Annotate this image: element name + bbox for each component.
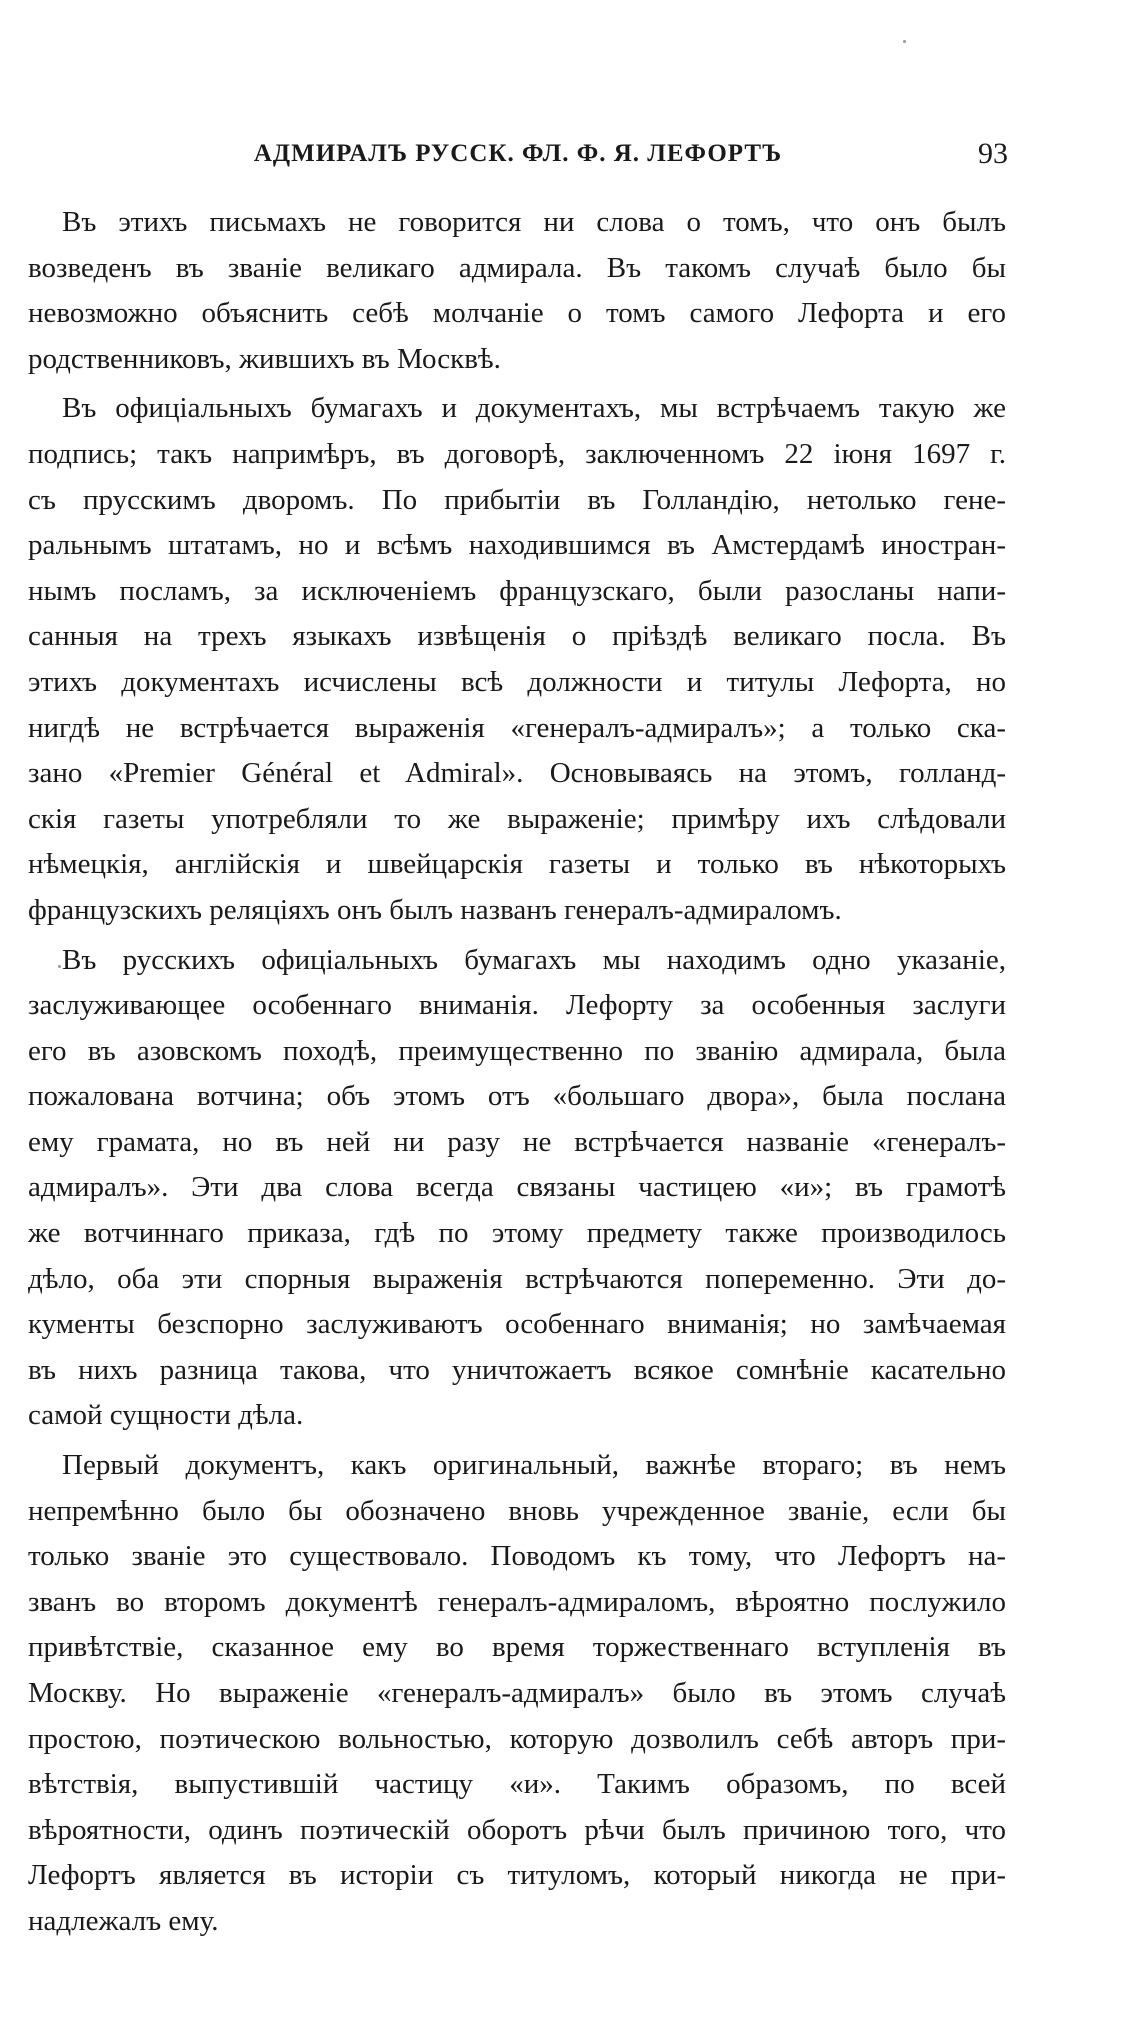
text-line: непремѣнно было бы обозначено вновь учрежденное званіе, если бы: [28, 1494, 1006, 1527]
paragraph-2: [28, 386, 1006, 933]
text-line: званъ во второмъ документѣ генералъ-адмираломъ, вѣроятно послужило: [28, 1585, 1006, 1618]
body-text: [28, 200, 1006, 1949]
text-line: самой сущности дѣла.: [28, 1399, 304, 1432]
text-line: только званіе это существовало. Поводомъ къ тому, что Лефортъ на-: [28, 1540, 1006, 1573]
text-line: пожалована вотчина; объ этомъ отъ «большаго двора», была послана: [28, 1080, 1006, 1113]
running-title: АДМИРАЛЪ РУССК. ФЛ. Ф. Я. ЛЕФОРТЪ: [253, 140, 783, 167]
text-line: санныя на трехъ языкахъ извѣщенія о пріѣздѣ великаго посла. Въ: [28, 620, 1006, 653]
text-line: Въ этихъ письмахъ не говорится ни слова о томъ, что онъ былъ: [62, 206, 1006, 238]
text-line: французскихъ реляціяхъ онъ былъ названъ генералъ-адмираломъ.: [28, 893, 842, 926]
text-line: ему грамата, но въ ней ни разу не встрѣчается названіе «генералъ-: [28, 1125, 1006, 1158]
text-line: надлежалъ ему.: [28, 1904, 219, 1937]
text-line: кументы безспорно заслуживаютъ особеннаго вниманія; но замѣчаемая: [28, 1308, 1006, 1341]
text-line: Въ русскихъ офиціальныхъ бумагахъ мы находимъ одно указаніе,: [62, 943, 1006, 976]
text-line: Москву. Но выраженіе «генералъ-адмиралъ» было въ этомъ случаѣ: [28, 1677, 1006, 1709]
text-line: родственниковъ, жившихъ въ Москвѣ.: [28, 342, 501, 375]
text-line: Въ офиціальныхъ бумагахъ и документахъ, мы встрѣчаемъ такую же: [62, 392, 1006, 425]
running-head: [28, 134, 1008, 174]
paragraph-1: [28, 200, 1006, 382]
text-line: его въ азовскомъ походѣ, преимущественно по званію адмирала, была: [28, 1034, 1006, 1067]
text-line: вѣроятности, одинъ поэтическій оборотъ рѣчи былъ причиною того, что: [28, 1813, 1006, 1846]
text-line: зано «Premier Général et Admiral». Основываясь на этомъ, голланд-: [28, 757, 1006, 790]
text-line: адмиралъ». Эти два слова всегда связаны частицею «и»; въ грамотѣ: [28, 1171, 1006, 1204]
page-number: 93: [978, 137, 1008, 170]
text-line: привѣтствіе, сказанное ему во время торжественнаго вступленія въ: [28, 1631, 1006, 1664]
paper-speck: [903, 40, 906, 43]
text-line: подпись; такъ напримѣръ, въ договорѣ, заключенномъ 22 іюня 1697 г.: [28, 437, 1006, 470]
text-line: ральнымъ штатамъ, но и всѣмъ находившимся въ Амстердамѣ иностран-: [28, 529, 1006, 562]
text-line: скія газеты употребляли то же выраженіе; примѣру ихъ слѣдовали: [28, 802, 1006, 835]
text-line: дѣло, оба эти спорныя выраженія встрѣчаются попеременно. Эти до-: [28, 1262, 1006, 1295]
paragraph-3: [28, 938, 1006, 1440]
text-line: заслуживающее особеннаго вниманія. Лефорту за особенныя заслуги: [28, 989, 1006, 1022]
text-line: же вотчиннаго приказа, гдѣ по этому предмету также производилось: [28, 1217, 1006, 1250]
text-line: простою, поэтическою вольностью, которую дозволилъ себѣ авторъ при-: [28, 1722, 1006, 1755]
text-line: въ нихъ разница такова, что уничтожаетъ всякое сомнѣніе касательно: [28, 1353, 1006, 1386]
text-line: возведенъ въ званіе великаго адмирала. Въ такомъ случаѣ было бы: [28, 251, 1006, 284]
text-line: вѣтствія, выпустившій частицу «и». Такимъ образомъ, по всей: [28, 1768, 1006, 1801]
text-line: этихъ документахъ исчислены всѣ должности и титулы Лефорта, но: [28, 665, 1006, 698]
text-line: нѣмецкія, англійскія и швейцарскія газеты и только въ нѣкоторыхъ: [28, 848, 1006, 881]
text-line: нымъ посламъ, за исключеніемъ французскаго, были разосланы напи-: [28, 574, 1006, 607]
text-line: Лефортъ является въ исторіи съ титуломъ, который никогда не при-: [28, 1859, 1006, 1892]
text-line: Первый документъ, какъ оригинальный, важнѣе втораго; въ немъ: [62, 1449, 1006, 1482]
text-line: невозможно объяснить себѣ молчаніе о томъ самого Лефорта и его: [28, 297, 1006, 330]
paragraph-4: [28, 1443, 1006, 1945]
text-line: съ прусскимъ дворомъ. По прибытіи въ Голландію, нетолько гене-: [28, 483, 1006, 516]
text-line: нигдѣ не встрѣчается выраженія «генералъ-адмиралъ»; а только ска-: [28, 711, 1006, 744]
